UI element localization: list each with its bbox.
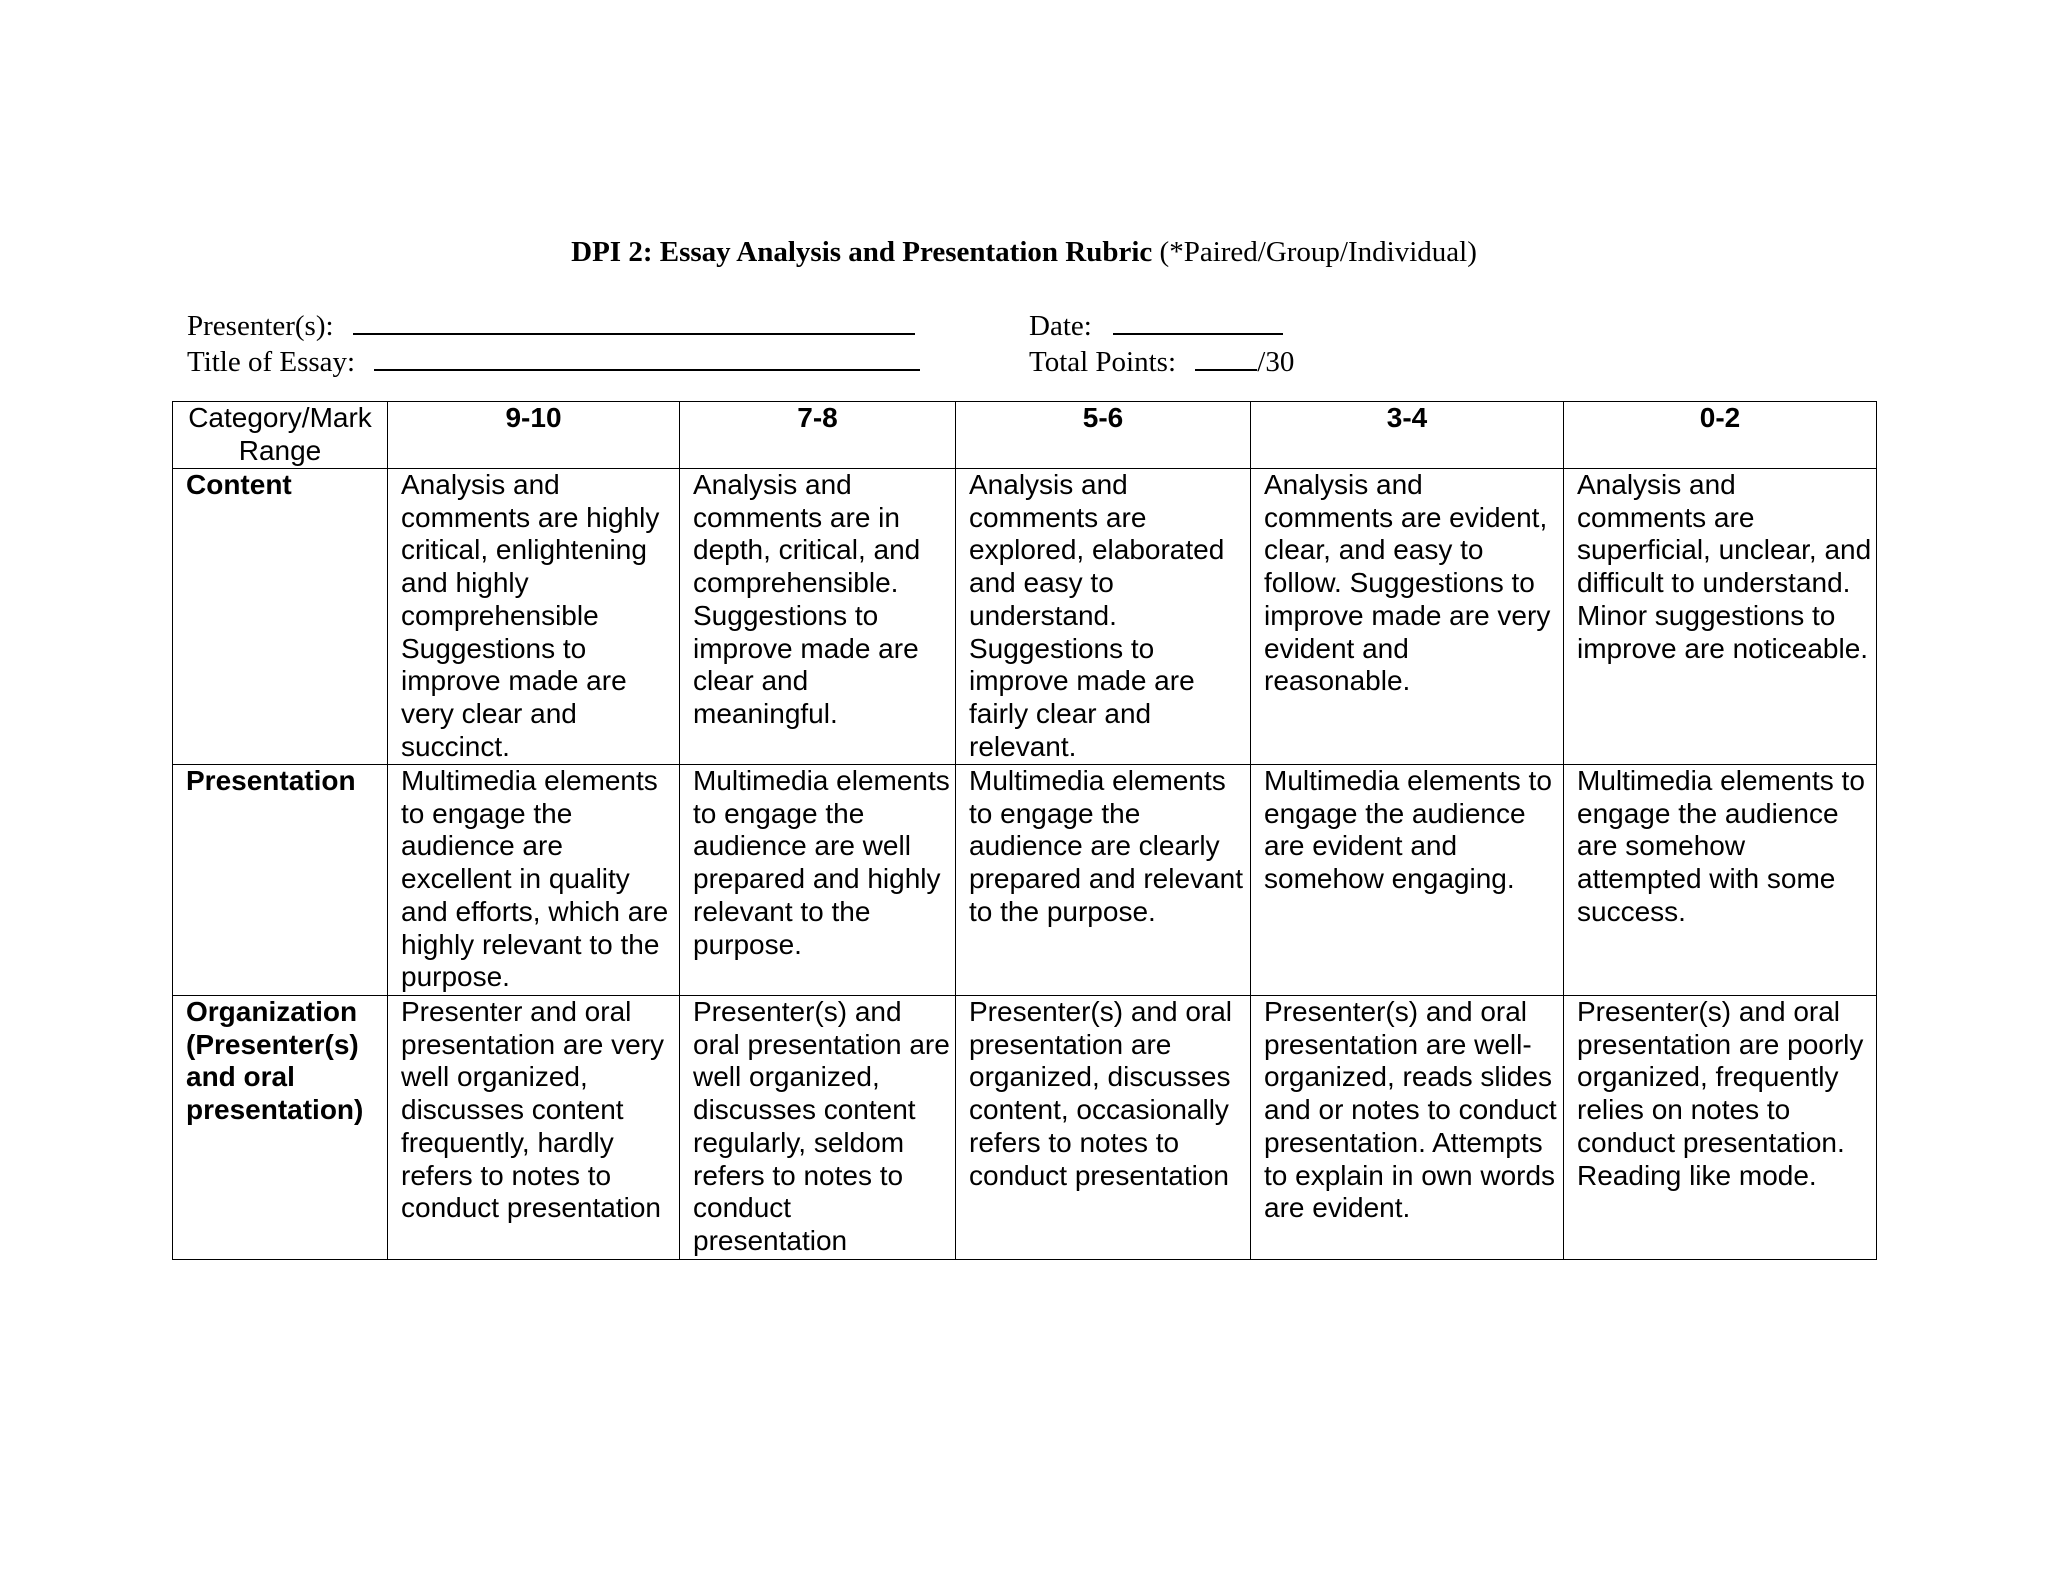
header-range-0-2: 0-2	[1564, 402, 1877, 469]
cell-content-3-4: Analysis and comments are evident, clear, and easy to follow. Suggestions to improve made are very evident and reasonable.	[1251, 469, 1564, 765]
header-category: Category/Mark Range	[173, 402, 388, 469]
rubric-row-presentation	[173, 765, 1877, 996]
header-range-5-6: 5-6	[956, 402, 1251, 469]
rubric-table	[172, 401, 1877, 1260]
total-points-label: Total Points:	[1029, 346, 1177, 378]
header-range-7-8: 7-8	[680, 402, 956, 469]
total-points-suffix: /30	[1257, 346, 1295, 378]
presenter-field	[187, 307, 915, 344]
cell-organization-0-2: Presenter(s) and oral presentation are poorly organized, frequently relies on notes to conduct presentation. Reading like mode.	[1564, 996, 1877, 1260]
title-main: DPI 2: Essay Analysis and Presentation Rubric	[571, 236, 1153, 268]
rubric-header-row	[173, 402, 1877, 469]
cell-content-0-2: Analysis and comments are superficial, unclear, and difficult to understand. Minor suggestions to improve are noticeable.	[1564, 469, 1877, 765]
presenter-label: Presenter(s):	[187, 310, 334, 342]
cell-content-5-6: Analysis and comments are explored, elaborated and easy to understand. Suggestions to improve made are fairly clear and relevant.	[956, 469, 1251, 765]
cell-presentation-5-6: Multimedia elements to engage the audience are clearly prepared and relevant to the purpose.	[956, 765, 1251, 996]
cell-content-7-8: Analysis and comments are in depth, critical, and comprehensible. Suggestions to improve made are clear and meaningful.	[680, 469, 956, 765]
category-content: Content	[173, 469, 388, 765]
category-organization: Organization (Presenter(s) and oral presentation)	[173, 996, 388, 1260]
title-subtitle: (*Paired/Group/Individual)	[1152, 236, 1477, 268]
category-presentation: Presentation	[173, 765, 388, 996]
presenter-blank[interactable]	[353, 307, 915, 335]
cell-organization-7-8: Presenter(s) and oral presentation are well organized, discusses content regularly, seldom refers to notes to conduct presentation	[680, 996, 956, 1260]
cell-presentation-7-8: Multimedia elements to engage the audience are well prepared and highly relevant to the purpose.	[680, 765, 956, 996]
cell-organization-3-4: Presenter(s) and oral presentation are well-organized, reads slides and or notes to conduct presentation. Attempts to explain in own words are evident.	[1251, 996, 1564, 1260]
essay-title-field	[187, 343, 920, 380]
date-blank[interactable]	[1113, 307, 1283, 335]
header-range-9-10: 9-10	[388, 402, 680, 469]
date-field	[1029, 307, 1283, 344]
cell-presentation-0-2: Multimedia elements to engage the audience are somehow attempted with some success.	[1564, 765, 1877, 996]
cell-organization-5-6: Presenter(s) and oral presentation are organized, discusses content, occasionally refers to notes to conduct presentation	[956, 996, 1251, 1260]
total-points-field	[1029, 343, 1294, 380]
essay-title-blank[interactable]	[374, 343, 920, 371]
header-range-3-4: 3-4	[1251, 402, 1564, 469]
total-points-blank[interactable]	[1195, 343, 1257, 371]
rubric-row-organization	[173, 996, 1877, 1260]
cell-organization-9-10: Presenter and oral presentation are very well organized, discusses content frequently, hardly refers to notes to conduct presentation	[388, 996, 680, 1260]
cell-presentation-9-10: Multimedia elements to engage the audience are excellent in quality and efforts, which are highly relevant to the purpose.	[388, 765, 680, 996]
cell-presentation-3-4: Multimedia elements to engage the audience are evident and somehow engaging.	[1251, 765, 1564, 996]
rubric-row-content	[173, 469, 1877, 765]
document-title	[0, 234, 2048, 270]
cell-content-9-10: Analysis and comments are highly critical, enlightening and highly comprehensible Suggestions to improve made are very clear and succinct.	[388, 469, 680, 765]
date-label: Date:	[1029, 310, 1092, 342]
essay-title-label: Title of Essay:	[187, 346, 356, 378]
